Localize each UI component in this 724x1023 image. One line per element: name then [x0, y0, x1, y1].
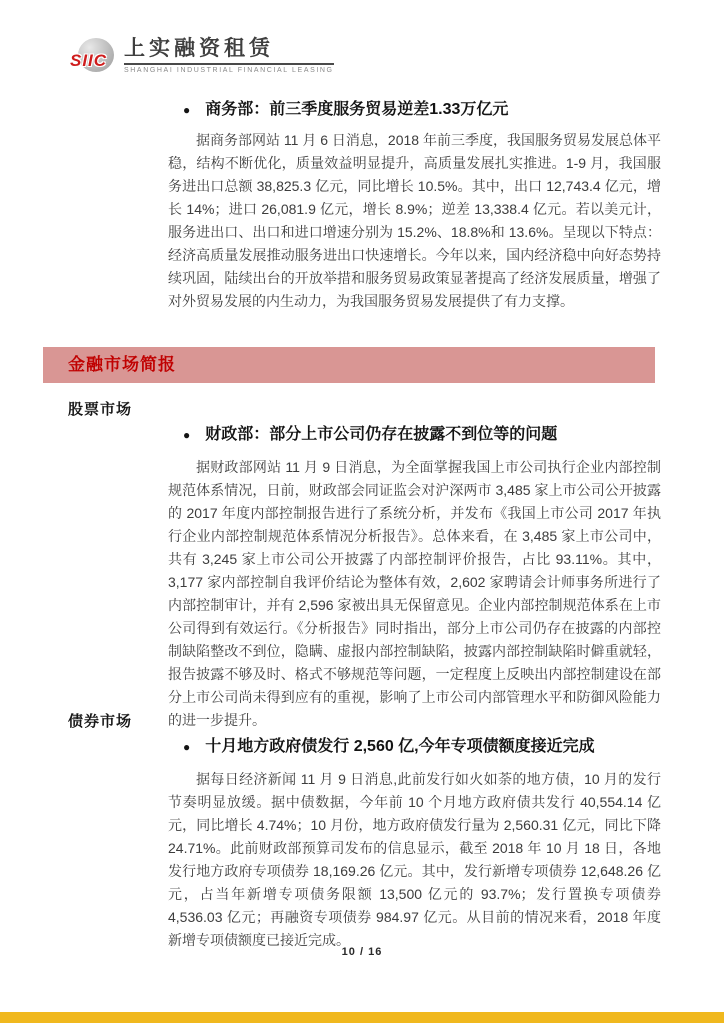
section-label-stock-market: 股票市场 — [68, 401, 133, 418]
news-heading-bond — [183, 737, 663, 757]
logo-company-name-cn: 上实融资租赁 — [124, 36, 334, 65]
siic-wordmark: SIIC — [70, 51, 108, 70]
page-number: 10 / 16 — [341, 946, 383, 958]
news-heading-stock — [183, 425, 663, 445]
news-heading-bond-text: 十月地方政府债发行 2,560 亿,今年专项债额度接近完成 — [205, 738, 595, 755]
siic-globe-icon — [70, 38, 118, 78]
footer-accent-bar — [0, 1012, 724, 1023]
company-logo — [70, 36, 334, 78]
bullet-icon: ● — [183, 428, 191, 442]
section-banner-title: 金融市场简报 — [68, 355, 176, 374]
news-body-bond: 据每日经济新闻 11 月 9 日消息,此前发行如火如荼的地方债，10 月的发行节奏明显放缓。据中债数据，今年前 10 个月地方政府债共发行 40,554.14 亿元，同比增长 4.74%；10 月份，地方政府债发行量为 2,560.31 亿元，同比下降 24.71%。此前财政部预算司发布的信息显示，截至 2018 年 10 月 18 日，各地发行地方政府专项债券 18,169.26 亿元。其中，发行新增专项债券 12,648.26 亿元，占当年新增专项债务限额 13,500 亿元的 93.7%；发行置换专项债券 4,536.03 亿元；再融资专项债券 984.97 亿元。从目前的情况来看，2018 年度新增专项债额度已接近完成。 — [168, 771, 661, 948]
news-body-trade: 据商务部网站 11 月 6 日消息，2018 年前三季度，我国服务贸易发展总体平稳，结构不断优化，质量效益明显提升，高质量发展扎实推进。1-9 月，我国服务进出口总额 38,825.3 亿元，同比增长 10.5%。其中，出口 12,743.4 亿元，增长 14%；进口 26,081.9 亿元，增长 8.9%；逆差 13,338.4 亿元。若以美元计，服务进出口、出口和进口增速分别为 15.2%、18.8%和 13.6%。呈现以下特点：经济高质量发展推动服务进出口快速增长。今年以来，国内经济稳中向好态势持续巩固，陆续出台的开放举措和服务贸易政策显著提高了经济发展质量，增强了对外贸易发展的内生动力，为我国服务贸易发展提供了有力支撑。 — [168, 132, 661, 309]
bullet-icon: ● — [183, 103, 191, 117]
news-heading-stock-text: 财政部：部分上市公司仍存在披露不到位等的问题 — [205, 426, 558, 443]
news-heading-trade — [183, 100, 663, 120]
section-label-bond-market: 债券市场 — [68, 713, 133, 730]
logo-company-name-en: SHANGHAI INDUSTRIAL FINANCIAL LEASING — [124, 67, 334, 75]
bullet-icon: ● — [183, 740, 191, 754]
news-heading-trade-text: 商务部：前三季度服务贸易逆差1.33万亿元 — [205, 101, 509, 118]
logo-text-block — [124, 36, 334, 74]
section-banner — [43, 347, 655, 383]
news-body-stock: 据财政部网站 11 月 9 日消息，为全面掌握我国上市公司执行企业内部控制规范体系情况，日前，财政部会同证监会对沪深两市 3,485 家上市公司公开披露的 2017 年度内部控制报告进行了系统分析，并发布《我国上市公司 2017 年执行企业内部控制规范体系情况分析报告》。总体来看，在 3,485 家上市公司中，共有 3,245 家上市公司公开披露了内部控制评价报告，占比 93.11%。其中，3,177 家内部控制自我评价结论为整体有效，2,602 家聘请会计师事务所进行了内部控制审计，并有 2,596 家被出具无保留意见。企业内部控制规范体系在上市公司得到有效运行。《分析报告》同时指出，部分上市公司仍存在披露的内部控制缺陷整改不到位，隐瞒、虚报内部控制缺陷，披露内部控制缺陷时僻重就轻，报告披露不够及时、格式不够规范等问题，一定程度上反映出内部控制建设在部分上市公司尚未得到应有的重视，影响了上市公司内部管理水平和防御风险能力的进一步提升。 — [168, 459, 661, 728]
